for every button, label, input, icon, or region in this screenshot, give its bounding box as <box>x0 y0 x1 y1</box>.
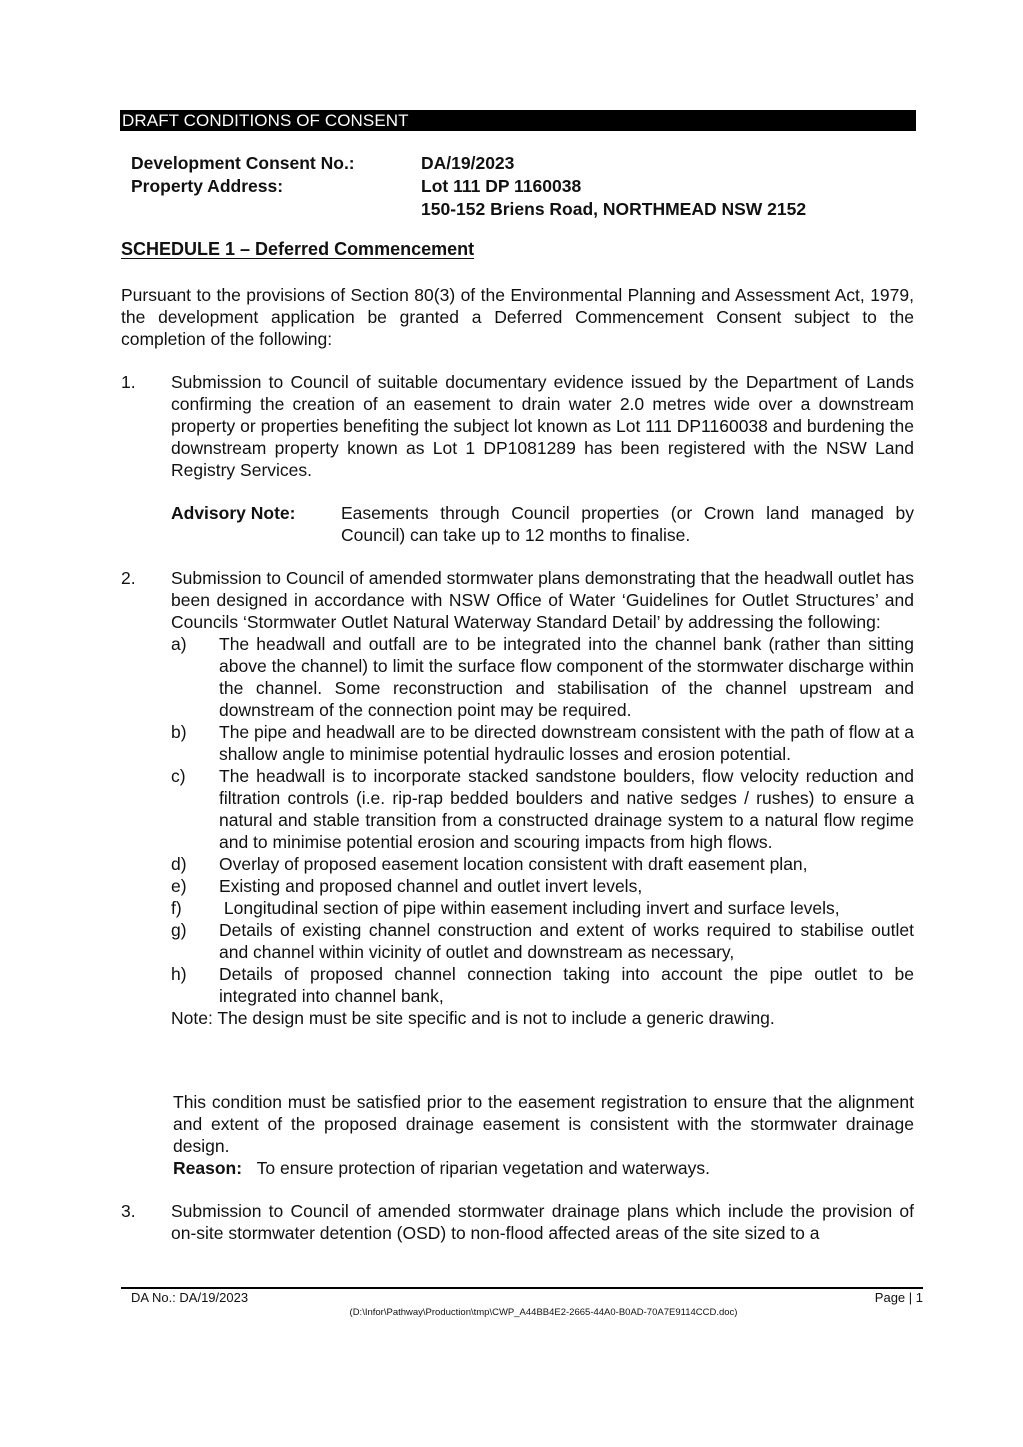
advisory-note-text: Easements through Council properties (or Crown land managed by Council) can take up to 12 months to finalise. <box>341 503 914 545</box>
footer-da-number: DA No.: DA/19/2023 <box>131 1290 249 1305</box>
schedule-heading: SCHEDULE 1 – Deferred Commencement <box>121 239 475 259</box>
item-3-text: Submission to Council of amended stormwater drainage plans which include the provision of on-site stormwater detention (OSD) to non-flood affected areas of the site sized to a <box>171 1201 914 1243</box>
consent-number-label: Development Consent No.: <box>131 153 355 173</box>
footer-page-number: Page | 1 <box>874 1290 923 1305</box>
list-item: b) The pipe and headwall are to be directed downstream consistent with the path of flow at a shallow angle to minimise potential hydraulic losses and erosion potential. <box>171 722 914 764</box>
consent-number-value: DA/19/2023 <box>421 153 515 173</box>
property-address-label: Property Address: <box>131 176 284 196</box>
document-banner: DRAFT CONDITIONS OF CONSENT <box>120 110 916 131</box>
list-item: d) Overlay of proposed easement location consistent with draft easement plan, <box>171 854 808 874</box>
advisory-note <box>171 502 914 546</box>
list-item: a) The headwall and outfall are to be integrated into the channel bank (rather than sitting above the channel) to limit the surface flow component of the stormwater discharge within the channel. Some reconstruction and stabilisation of the channel upstream and downstream of the connection point may be required. <box>171 634 914 720</box>
intro-paragraph: Pursuant to the provisions of Section 80(3) of the Environmental Planning and Assessment Act, 1979, the development application be granted a Deferred Commencement Consent subject to the completion of the following: <box>121 285 914 349</box>
footer-file-path: (D:\Infor\Pathway\Production\tmp\CWP_A44BB4E2-2665-44A0-B0AD-70A7E9114CCD.doc) <box>349 1307 738 1318</box>
list-item: c) The headwall is to incorporate stacked sandstone boulders, flow velocity reduction and filtration controls (i.e. rip-rap bedded boulders and native sedges / rushes) to ensure a natural and stable transition from a constructed drainage system to a natural flow regime and to minimise potential erosion and scouring impacts from high flows. <box>171 766 914 852</box>
list-item: f) Longitudinal section of pipe within easement including invert and surface levels, <box>171 898 840 918</box>
list-item: g) Details of existing channel construction and extent of works required to stabilise outlet and channel within vicinity of outlet and downstream as necessary, <box>171 920 914 962</box>
reason-label: Reason: <box>173 1158 243 1178</box>
item-1-number: 1. <box>121 372 136 392</box>
reason-text: To ensure protection of riparian vegetation and waterways. <box>256 1158 710 1178</box>
item-2-text: Submission to Council of amended stormwater plans demonstrating that the headwall outlet has been designed in accordance with NSW Office of Water ‘Guidelines for Outlet Structures’ and Councils ‘Stormwater Outlet Natural Waterway Standard Detail’ by addressing the following: <box>171 568 914 632</box>
design-note: Note: The design must be site specific and is not to include a generic drawing. <box>171 1008 775 1028</box>
item-2-block <box>171 567 914 1029</box>
condition-text: This condition must be satisfied prior to the easement registration to ensure that the alignment and extent of the proposed drainage easement is consistent with the stormwater drainage design. <box>173 1092 914 1156</box>
item-3-number: 3. <box>121 1201 136 1221</box>
list-item: h) Details of proposed channel connection taking into account the pipe outlet to be integrated into channel bank, <box>171 964 914 1006</box>
item-2-number: 2. <box>121 568 136 588</box>
list-item: e) Existing and proposed channel and outlet invert levels, <box>171 876 643 896</box>
item-1-text: Submission to Council of suitable documentary evidence issued by the Department of Lands confirming the creation of an easement to drain water 2.0 metres wide over a downstream property or properties benefiting the subject lot known as Lot 111 DP1160038 and burdening the downstream property known as Lot 1 DP1081289 has been registered with the NSW Land Registry Services. <box>171 372 914 480</box>
condition-paragraph <box>173 1091 914 1179</box>
property-address-line1: Lot 111 DP 1160038 <box>421 176 582 196</box>
property-address-line2: 150-152 Briens Road, NORTHMEAD NSW 2152 <box>421 199 807 219</box>
footer-divider <box>121 1287 923 1289</box>
consent-details <box>131 152 806 221</box>
advisory-note-label: Advisory Note: <box>171 503 296 523</box>
reason-line <box>173 1157 914 1179</box>
